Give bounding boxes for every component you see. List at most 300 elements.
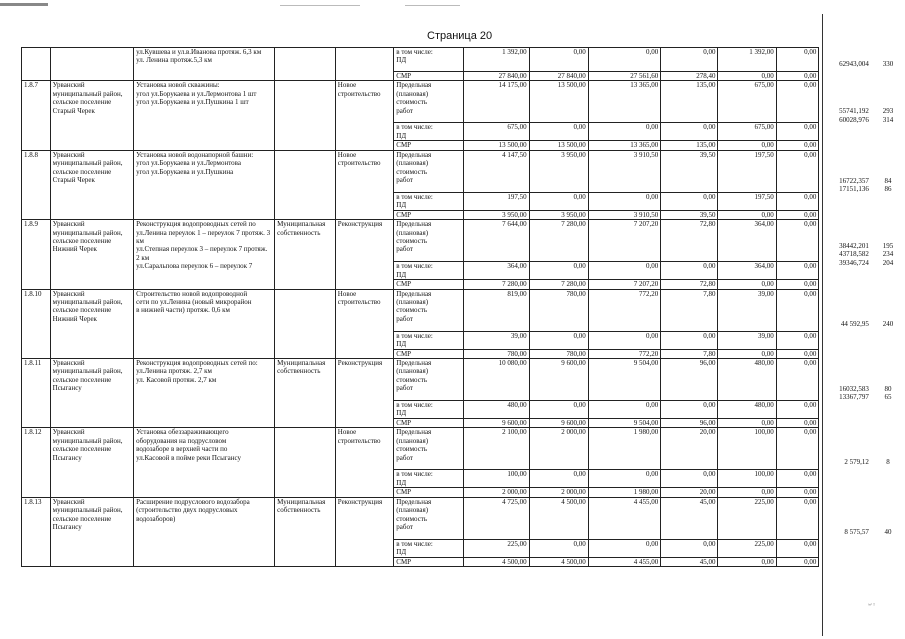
value-cell: 0,00	[776, 123, 819, 141]
value-cell: 0,00	[661, 401, 718, 419]
extra-value-line: 13367,797	[839, 393, 869, 402]
label-cell	[394, 359, 463, 401]
cell-line: Новое	[337, 150, 357, 159]
value-cell: 0,00	[661, 48, 718, 72]
cell-line: строительство	[337, 436, 381, 445]
label-cell: СМР	[394, 488, 463, 497]
work-type-cell	[335, 289, 394, 358]
cell-line: муниципальный район,	[52, 298, 123, 307]
cell-line: работ	[396, 245, 413, 254]
value-cell: 3 910,50	[588, 210, 660, 219]
row-number-cell: 1.8.10	[22, 289, 51, 358]
value-cell: 14 175,00	[463, 81, 529, 123]
value-cell: 9 600,00	[529, 419, 588, 428]
value-cell: 0,00	[776, 470, 819, 488]
cell-line: Установка новой скважины:	[136, 81, 220, 90]
cell-line: стоимость	[396, 306, 428, 315]
ownership-cell	[275, 497, 336, 566]
cell-line: работ	[396, 384, 413, 393]
value-cell: 0,00	[661, 539, 718, 557]
value-cell: 0,00	[588, 192, 660, 210]
ownership-cell	[275, 289, 336, 358]
budget-table	[21, 47, 905, 567]
cell-line: Нижний Черек	[52, 314, 97, 323]
cell-line: строительство	[337, 159, 381, 168]
label-cell	[394, 220, 463, 262]
value-cell: 0,00	[718, 349, 776, 358]
extra-value-line: 43718,582	[839, 250, 869, 259]
cell-line: ПД	[396, 201, 407, 210]
extra-value	[819, 48, 871, 81]
cell-line: (плановая)	[396, 436, 429, 445]
description-cell	[134, 150, 275, 219]
value-cell: 4 500,00	[463, 557, 529, 566]
cell-line: Новое	[337, 81, 357, 90]
extra-value-line: 16722,357	[839, 176, 869, 185]
work-type-cell	[335, 428, 394, 497]
cell-line: Муниципальная	[277, 220, 326, 229]
value-cell: 39,00	[718, 331, 776, 349]
value-cell: 0,00	[661, 470, 718, 488]
cell-line: Строительство новой водопроводной	[136, 289, 248, 298]
cell-line: ул.Ленина переулок 1 – переулок 7 протяж. 3 км	[136, 228, 271, 246]
cell-line: угол ул.Борукаева и ул.Пушкина	[136, 167, 234, 176]
value-cell: 4 500,00	[529, 557, 588, 566]
cell-line: стоимость	[396, 167, 428, 176]
extra-value	[819, 497, 871, 566]
value-cell: 197,50	[718, 192, 776, 210]
cell-line: Предельная	[396, 81, 432, 90]
extra-value	[819, 289, 871, 358]
cell-line: Предельная	[396, 497, 432, 506]
value-cell: 9 504,00	[588, 419, 660, 428]
cell-line: Муниципальная	[277, 497, 326, 506]
cell-line: Старый Черек	[52, 106, 95, 115]
cell-line: работ	[396, 523, 413, 532]
cell-line: Реконструкция	[337, 359, 383, 368]
cell-line: ул.Касовой в пойме реки Псыгансу	[136, 453, 242, 462]
cell-line: муниципальный район,	[52, 506, 123, 515]
table-row	[22, 220, 905, 262]
work-type-cell	[335, 81, 394, 150]
ownership-cell	[275, 359, 336, 428]
value-cell: 100,00	[463, 470, 529, 488]
table-row	[22, 289, 905, 331]
cell-line: муниципальный район,	[52, 89, 123, 98]
cell-line: Псыгансу	[52, 523, 82, 532]
value-cell: 0,00	[776, 81, 819, 123]
value-cell: 0,00	[718, 72, 776, 81]
extra-value-line: 38442,201	[839, 241, 869, 250]
value-cell: 780,00	[529, 289, 588, 331]
cell-line: сельское поселение	[52, 237, 112, 246]
cell-line: сети по ул.Ленина (новый микрорайон	[136, 298, 252, 307]
row-number-cell	[22, 48, 51, 81]
cell-line: сельское поселение	[52, 306, 112, 315]
value-cell: 9 600,00	[529, 359, 588, 401]
label-cell	[394, 48, 463, 72]
value-cell: 7 280,00	[463, 280, 529, 289]
cell-line: стоимость	[396, 98, 428, 107]
cell-line: муниципальный район,	[52, 367, 123, 376]
extra-count	[871, 150, 905, 219]
cell-line: в том числе:	[396, 192, 433, 201]
area-cell	[50, 428, 133, 497]
cell-line: ПД	[396, 56, 407, 65]
extra-count-line: 293	[882, 107, 894, 116]
scan-marks: ᵇᵗ' ᵀ	[868, 604, 875, 609]
cell-line: (плановая)	[396, 506, 429, 515]
extra-count	[871, 497, 905, 566]
value-cell: 0,00	[776, 419, 819, 428]
value-cell: 7 207,20	[588, 220, 660, 262]
extra-count-line: 80	[884, 384, 892, 393]
value-cell: 0,00	[529, 123, 588, 141]
value-cell: 0,00	[776, 210, 819, 219]
table-row	[22, 428, 905, 470]
cell-line: Урванский	[52, 428, 85, 437]
extra-count-line: 314	[882, 115, 894, 124]
value-cell: 0,00	[776, 539, 819, 557]
cell-line: работ	[396, 453, 413, 462]
value-cell: 9 504,00	[588, 359, 660, 401]
value-cell: 9 600,00	[463, 419, 529, 428]
work-type-cell	[335, 150, 394, 219]
label-cell	[394, 539, 463, 557]
cell-line: Предельная	[396, 289, 432, 298]
value-cell: 0,00	[529, 48, 588, 72]
cell-line: сельское поселение	[52, 98, 112, 107]
value-cell: 7 280,00	[529, 280, 588, 289]
value-cell: 225,00	[718, 497, 776, 539]
cell-line: работ	[396, 176, 413, 185]
extra-value-line: 55741,192	[839, 107, 869, 116]
value-cell: 1 980,00	[588, 488, 660, 497]
cell-line: Реконструкция	[337, 497, 383, 506]
value-cell: 0,00	[718, 557, 776, 566]
extra-count-line: 84	[884, 176, 892, 185]
value-cell: 480,00	[718, 359, 776, 401]
cell-line: стоимость	[396, 514, 428, 523]
value-cell: 0,00	[588, 470, 660, 488]
cell-line: муниципальный район,	[52, 228, 123, 237]
row-number-cell: 1.8.9	[22, 220, 51, 289]
extra-count	[871, 359, 905, 428]
cell-line: в том числе:	[396, 48, 433, 56]
row-number-cell: 1.8.7	[22, 81, 51, 150]
ownership-cell	[275, 81, 336, 150]
cell-line: (плановая)	[396, 89, 429, 98]
description-cell	[134, 220, 275, 289]
cell-line: Новое	[337, 428, 357, 437]
cell-line: стоимость	[396, 445, 428, 454]
work-type-cell	[335, 497, 394, 566]
value-cell: 1 392,00	[718, 48, 776, 72]
extra-value-line: 2 579,12	[844, 458, 869, 467]
value-cell: 20,00	[661, 428, 718, 470]
cell-line: собственность	[277, 367, 321, 376]
value-cell: 278,40	[661, 72, 718, 81]
cell-line: Реконструкция водопроводных сетей по	[136, 220, 256, 229]
cell-line: Предельная	[396, 428, 432, 437]
value-cell: 2 100,00	[463, 428, 529, 470]
value-cell: 364,00	[463, 262, 529, 280]
cell-line: муниципальный район,	[52, 436, 123, 445]
extra-value-line: 17151,136	[839, 185, 869, 194]
area-cell	[50, 220, 133, 289]
label-cell	[394, 470, 463, 488]
cell-line: в том числе:	[396, 539, 433, 548]
value-cell: 100,00	[718, 470, 776, 488]
value-cell: 96,00	[661, 359, 718, 401]
cell-line: Установка новой водонапорной башни:	[136, 150, 254, 159]
value-cell: 100,00	[718, 428, 776, 470]
area-cell	[50, 497, 133, 566]
value-cell: 7 207,20	[588, 280, 660, 289]
value-cell: 0,00	[776, 48, 819, 72]
value-cell: 39,50	[661, 210, 718, 219]
value-cell: 13 365,00	[588, 141, 660, 150]
extra-count	[871, 428, 905, 497]
work-type-cell	[335, 48, 394, 81]
value-cell: 0,00	[776, 497, 819, 539]
cell-line: в том числе:	[396, 401, 433, 410]
value-cell: 13 365,00	[588, 81, 660, 123]
cell-line: работ	[396, 106, 413, 115]
table-row	[22, 48, 905, 72]
extra-count-line: 86	[884, 185, 892, 194]
work-type-cell	[335, 359, 394, 428]
value-cell: 0,00	[776, 331, 819, 349]
value-cell: 13 500,00	[529, 141, 588, 150]
extra-count-line: 240	[882, 319, 894, 328]
cell-line: собственность	[277, 228, 321, 237]
label-cell	[394, 401, 463, 419]
cell-line: Нижний Черек	[52, 245, 97, 254]
value-cell: 0,00	[529, 262, 588, 280]
table-row	[22, 150, 905, 192]
cell-line: (строительство двух подрусловых	[136, 506, 238, 515]
label-cell: СМР	[394, 280, 463, 289]
cell-line: угол ул.Борукаева и ул.Лермонтова	[136, 159, 241, 168]
cell-line: в том числе:	[396, 262, 433, 271]
cell-line: Расширение подруслового водозабора	[136, 497, 250, 506]
value-cell: 7 644,00	[463, 220, 529, 262]
value-cell: 0,00	[776, 401, 819, 419]
value-cell: 72,80	[661, 220, 718, 262]
cell-line: сельское поселение	[52, 375, 112, 384]
extra-count-line: 8	[886, 458, 890, 467]
cell-line: угол ул.Борукаева и ул.Пушкина 1 шт	[136, 98, 249, 107]
value-cell: 0,00	[588, 539, 660, 557]
value-cell: 0,00	[776, 72, 819, 81]
value-cell: 772,20	[588, 289, 660, 331]
value-cell: 0,00	[776, 280, 819, 289]
value-cell: 4 455,00	[588, 497, 660, 539]
value-cell: 480,00	[718, 401, 776, 419]
cell-line: муниципальный район,	[52, 159, 123, 168]
value-cell: 2 000,00	[529, 428, 588, 470]
value-cell: 3 950,00	[463, 210, 529, 219]
cell-line: (плановая)	[396, 298, 429, 307]
label-cell	[394, 262, 463, 280]
value-cell: 780,00	[463, 349, 529, 358]
extra-count-line: 330	[882, 60, 894, 68]
cell-line: Псыгансу	[52, 453, 82, 462]
value-cell: 0,00	[661, 331, 718, 349]
cell-line: Реконструкция	[337, 220, 383, 229]
value-cell: 3 950,00	[529, 210, 588, 219]
value-cell: 0,00	[776, 220, 819, 262]
cell-line: водозаборе в верхней части по	[136, 445, 228, 454]
value-cell: 0,00	[661, 123, 718, 141]
cell-line: сельское поселение	[52, 167, 112, 176]
row-number-cell: 1.8.13	[22, 497, 51, 566]
value-cell: 0,00	[776, 349, 819, 358]
cell-line: ул.Степная переулок 3 – переулок 7 протяж. 2 км	[136, 245, 268, 262]
value-cell: 0,00	[588, 262, 660, 280]
area-cell	[50, 359, 133, 428]
cell-line: Установка обеззараживающего	[136, 428, 229, 437]
value-cell: 135,00	[661, 141, 718, 150]
value-cell: 364,00	[718, 262, 776, 280]
value-cell: 225,00	[718, 539, 776, 557]
cell-line: в том числе:	[396, 123, 433, 132]
cell-line: строительство	[337, 298, 381, 307]
value-cell: 0,00	[588, 331, 660, 349]
value-cell: 135,00	[661, 81, 718, 123]
value-cell: 3 950,00	[529, 150, 588, 192]
value-cell: 480,00	[463, 401, 529, 419]
value-cell: 225,00	[463, 539, 529, 557]
cell-line: водозаборов)	[136, 514, 176, 523]
value-cell: 7 280,00	[529, 220, 588, 262]
value-cell: 27 840,00	[529, 72, 588, 81]
value-cell: 39,50	[661, 150, 718, 192]
label-cell	[394, 192, 463, 210]
value-cell: 2 000,00	[529, 488, 588, 497]
value-cell: 72,80	[661, 280, 718, 289]
value-cell: 27 561,60	[588, 72, 660, 81]
value-cell: 7,80	[661, 349, 718, 358]
cell-line: Реконструкция водопроводных сетей по:	[136, 359, 258, 368]
scan-artifact-top	[0, 0, 905, 10]
value-cell: 0,00	[588, 48, 660, 72]
description-cell	[134, 359, 275, 428]
cell-line: Урванский	[52, 497, 85, 506]
cell-line: (плановая)	[396, 159, 429, 168]
cell-line: ул. Ленина протяж.5,3 км	[136, 56, 212, 65]
description-cell	[134, 48, 275, 81]
extra-count	[871, 220, 905, 289]
cell-line: собственность	[277, 506, 321, 515]
value-cell: 27 840,00	[463, 72, 529, 81]
cell-line: ПД	[396, 270, 407, 279]
cell-line: работ	[396, 314, 413, 323]
label-cell	[394, 289, 463, 331]
cell-line: Старый Черек	[52, 176, 95, 185]
value-cell: 197,50	[463, 192, 529, 210]
cell-line: угол ул.Борукаева и ул.Лермонтова 1 шт	[136, 89, 257, 98]
cell-line: ул.Ленина протяж. 2,7 км	[136, 367, 212, 376]
cell-line: (плановая)	[396, 228, 429, 237]
cell-line: ПД	[396, 340, 407, 349]
value-cell: 4 500,00	[529, 497, 588, 539]
value-cell: 0,00	[776, 359, 819, 401]
cell-line: ПД	[396, 409, 407, 418]
description-cell	[134, 289, 275, 358]
label-cell: СМР	[394, 557, 463, 566]
value-cell: 0,00	[776, 262, 819, 280]
value-cell: 7,80	[661, 289, 718, 331]
scan-artifact-lines	[0, 3, 905, 13]
value-cell: 0,00	[529, 539, 588, 557]
extra-value	[819, 81, 871, 150]
value-cell: 772,20	[588, 349, 660, 358]
ownership-cell	[275, 48, 336, 81]
area-cell	[50, 289, 133, 358]
value-cell: 4 455,00	[588, 557, 660, 566]
work-type-cell	[335, 220, 394, 289]
cell-line: Предельная	[396, 220, 432, 229]
value-cell: 0,00	[529, 470, 588, 488]
ownership-cell	[275, 150, 336, 219]
extra-value-line: 62943,004	[839, 60, 869, 68]
cell-line: ул.Кувшева и ул.в.Иванова протяж. 6,3 км	[136, 48, 262, 56]
cell-line: строительство	[337, 89, 381, 98]
cell-line: Урванский	[52, 359, 85, 368]
value-cell: 0,00	[718, 141, 776, 150]
value-cell: 0,00	[588, 123, 660, 141]
extra-count	[871, 289, 905, 358]
value-cell: 197,50	[718, 150, 776, 192]
extra-value	[819, 359, 871, 428]
label-cell	[394, 428, 463, 470]
cell-line: в том числе:	[396, 470, 433, 479]
value-cell: 0,00	[776, 150, 819, 192]
cell-line: стоимость	[396, 375, 428, 384]
label-cell	[394, 497, 463, 539]
extra-count-line: 65	[884, 393, 892, 402]
cell-line: ПД	[396, 131, 407, 140]
area-cell	[50, 48, 133, 81]
cell-line: Муниципальная	[277, 359, 326, 368]
cell-line: стоимость	[396, 237, 428, 246]
extra-value-line: 8 575,57	[844, 527, 869, 536]
value-cell: 0,00	[776, 428, 819, 470]
extra-value-line: 60028,976	[839, 115, 869, 124]
value-cell: 45,00	[661, 557, 718, 566]
cell-line: сельское поселение	[52, 514, 112, 523]
value-cell: 0,00	[776, 557, 819, 566]
value-cell: 0,00	[529, 192, 588, 210]
cell-line: ПД	[396, 548, 407, 557]
value-cell: 10 080,00	[463, 359, 529, 401]
cell-line: Урванский	[52, 289, 85, 298]
cell-line: Новое	[337, 289, 357, 298]
description-cell	[134, 497, 275, 566]
value-cell: 0,00	[529, 401, 588, 419]
cell-line: (плановая)	[396, 367, 429, 376]
extra-value-line: 39346,724	[839, 258, 869, 267]
row-number-cell: 1.8.12	[22, 428, 51, 497]
value-cell: 0,00	[718, 280, 776, 289]
description-cell	[134, 81, 275, 150]
label-cell	[394, 123, 463, 141]
cell-line: Предельная	[396, 359, 432, 368]
cell-line: в том числе:	[396, 331, 433, 340]
value-cell: 20,00	[661, 488, 718, 497]
